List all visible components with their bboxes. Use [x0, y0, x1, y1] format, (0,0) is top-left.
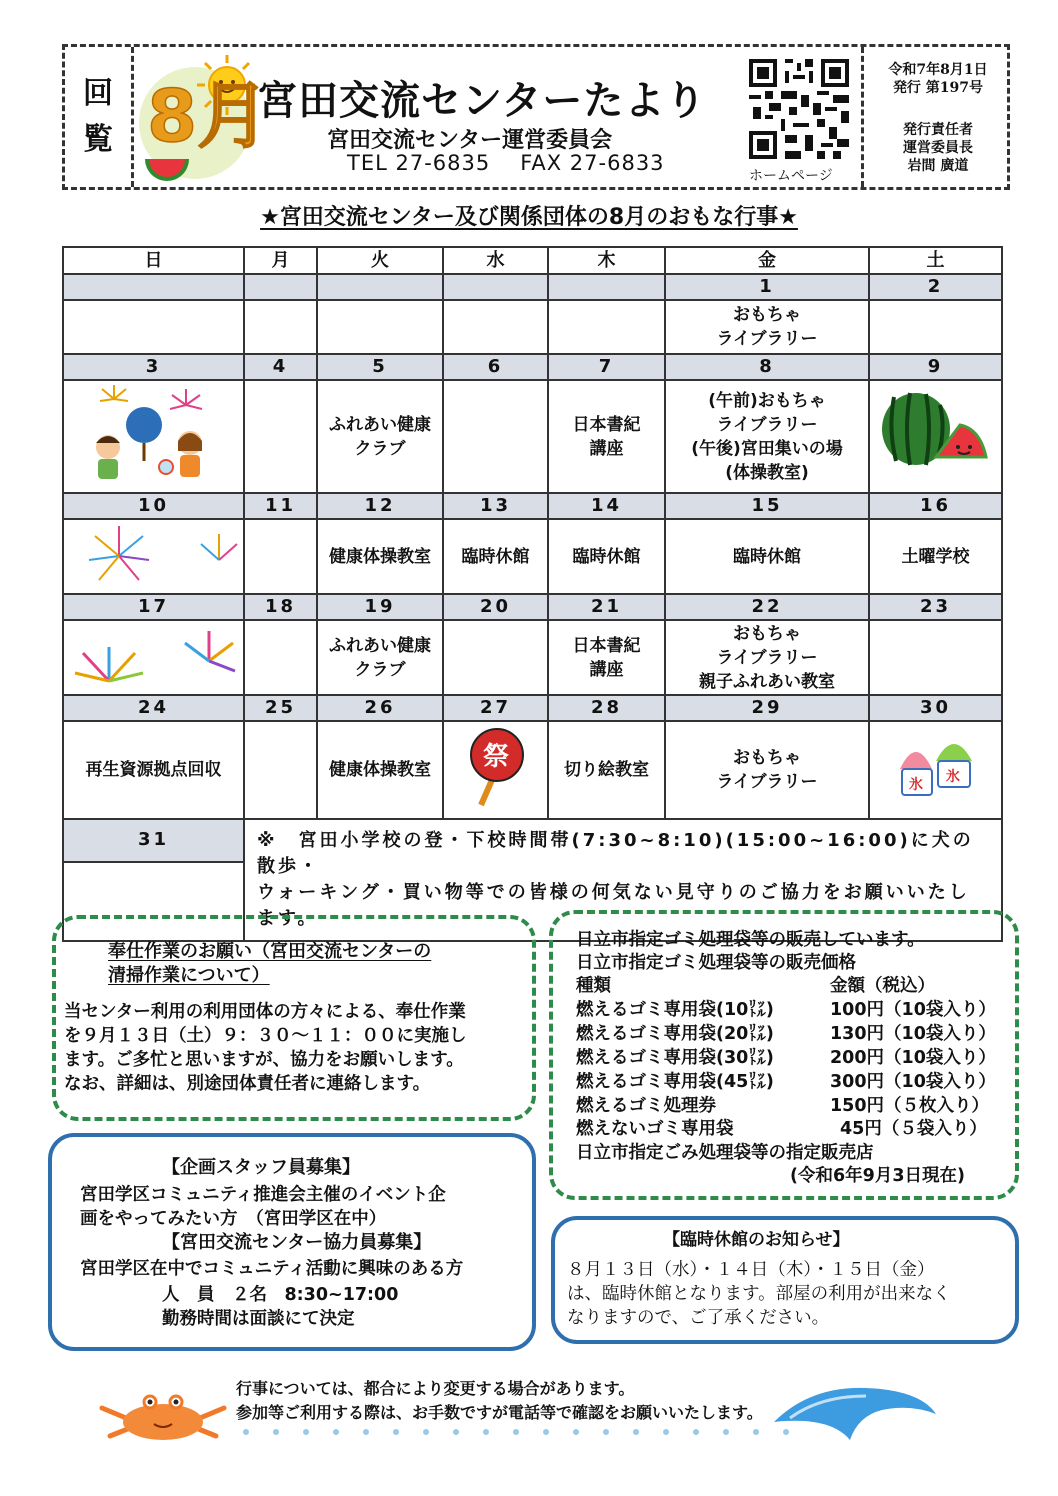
garbage-item-price: 45円（５袋入り） — [840, 1119, 987, 1139]
header-divider — [131, 47, 134, 187]
weekday-fri: 金 — [665, 247, 869, 274]
garbage-text: 日立市指定ゴミ処理袋等の販売しています。 — [576, 930, 925, 950]
garbage-item-name: 燃えるゴミ処理券 — [576, 1096, 716, 1116]
svg-text:8月: 8月 — [147, 74, 270, 158]
event-calendar — [62, 246, 1003, 942]
event-cell: 健康体操教室 — [317, 721, 443, 819]
svg-text:氷: 氷 — [908, 776, 923, 793]
event-cell: ふれあい健康 クラブ — [317, 380, 443, 493]
august-badge-icon — [137, 53, 270, 183]
event-cell: 再生資源拠点回収 — [63, 721, 244, 819]
publisher-name: 岩間 廣道 — [907, 158, 969, 174]
event-cell: 切り絵教室 — [548, 721, 665, 819]
event-cell — [63, 380, 244, 493]
header-box — [62, 44, 1010, 190]
garbage-store: 日立市指定ごみ処理袋等の指定販売店 — [576, 1143, 874, 1163]
contact-numbers — [347, 151, 665, 175]
qr-code-icon[interactable] — [745, 55, 853, 163]
service-text: を９月１３日（土）９：３０～１１：００に実施し — [64, 1026, 467, 1046]
closure-heading: 【臨時休館のお知らせ】 — [663, 1230, 850, 1250]
date-row: 31 ※ 宮田小学校の登・下校時間帯(7:30~8:10)(15:00~16:00)に犬の散歩・ ウォーキング・買い物等での皆様の何気ない見守りのご協力をお願いいたします。 — [63, 819, 1002, 862]
event-cell: おもちゃ ライブラリー 親子ふれあい教室 — [665, 620, 869, 695]
garbage-as-of: (令和6年9月3日現在) — [790, 1166, 966, 1186]
event-row — [63, 300, 1002, 354]
garbage-item-name: 燃えるゴミ専用袋(10㍑) — [576, 1000, 774, 1020]
weekday-thu: 木 — [548, 247, 665, 274]
event-cell: おもちゃ ライブラリー — [665, 721, 869, 819]
event-cell: 日本書紀 講座 — [548, 620, 665, 695]
footer-note: 参加等ご利用する際は、お手数ですが電話等で確認をお願いいたします。 — [236, 1403, 763, 1422]
event-cell: ふれあい健康 クラブ — [317, 620, 443, 695]
kairan-stamp: 回 覧 — [83, 76, 113, 157]
wave-icon — [770, 1382, 940, 1444]
homepage-label[interactable]: ホームページ — [749, 168, 833, 184]
safety-notice: ※ 宮田小学校の登・下校時間帯(7:30~8:10)(15:00~16:00)に犬の散歩・ ウォーキング・買い物等での皆様の何気ない見守りのご協力をお願いいたします。 — [244, 819, 1002, 941]
garbage-item-name: 燃えないゴミ専用袋 — [576, 1119, 734, 1139]
closure-text: ８月１３日（水）・１４日（木）・１５日（金） — [567, 1260, 935, 1280]
event-row — [63, 620, 1002, 695]
service-text: 当センター利用の利用団体の方々による、奉仕作業 — [64, 1002, 466, 1022]
garbage-item-price: 130円（10袋入り） — [830, 1024, 996, 1044]
service-heading: 清掃作業について） — [108, 965, 270, 986]
event-cell: (午前)おもちゃ ライブラリー (午後)宮田集いの場 (体操教室) — [665, 380, 869, 493]
recruit-heading: 【企画スタッフ員募集】 — [162, 1157, 360, 1178]
garbage-item-price: 150円（５枚入り） — [830, 1096, 990, 1116]
festival-fan-icon — [461, 725, 531, 809]
date-cell: 2 — [869, 274, 1002, 300]
weekday-header-row — [63, 247, 1002, 274]
event-row — [63, 519, 1002, 594]
header-divider — [861, 47, 864, 187]
footer-note: 行事については、都合により変更する場合があります。 — [236, 1379, 635, 1398]
date-row: 24 25 26 27 28 29 30 — [63, 695, 1002, 721]
fireworks-children-illustration-icon — [74, 381, 234, 485]
garbage-text: 日立市指定ゴミ処理袋等の販売価格 — [576, 953, 856, 973]
event-cell — [63, 620, 244, 695]
closure-text: なりますので、ご了承ください。 — [567, 1308, 830, 1328]
garbage-item-price: 100円（10袋入り） — [830, 1000, 996, 1020]
recruit-hours: 勤務時間は面談にて決定 — [162, 1309, 355, 1329]
committee-name: 宮田交流センター運営委員会 — [327, 128, 613, 153]
weekday-sun: 日 — [63, 247, 244, 274]
service-heading: 奉仕作業のお願い（宮田交流センターの — [108, 941, 432, 962]
events-subtitle: ★宮田交流センター及び関係団体の8月のおもな行事★ — [260, 205, 798, 230]
issue-info — [869, 61, 1007, 175]
event-cell: 土曜学校 — [869, 519, 1002, 594]
date-row: 10 11 12 13 14 15 16 — [63, 493, 1002, 519]
wave-dots-decoration — [236, 1426, 796, 1438]
event-cell: 臨時休館 — [548, 519, 665, 594]
crab-icon — [96, 1388, 230, 1444]
recruit-text: 宮田学区在中でコミュニティ活動に興味のある方 — [80, 1259, 464, 1279]
event-cell: 臨時休館 — [665, 519, 869, 594]
service-text: なお、詳細は、別途団体責任者に連絡します。 — [64, 1074, 431, 1094]
event-cell: 健康体操教室 — [317, 519, 443, 594]
fireworks-icon — [69, 520, 239, 586]
recruit-people: 人 員 ２名 8:30~17:00 — [162, 1285, 399, 1305]
garbage-item-name: 燃えるゴミ専用袋(30㍑) — [576, 1048, 774, 1068]
garbage-item-name: 燃えるゴミ専用袋(45㍑) — [576, 1072, 774, 1092]
closure-text: は、臨時休館となります。部屋の利用が出来なく — [567, 1284, 951, 1304]
garbage-col-price: 金額（税込） — [830, 976, 935, 996]
service-text: ます。ご多忙と思いますが、協力をお願いします。 — [64, 1050, 464, 1070]
svg-text:氷: 氷 — [945, 768, 960, 785]
weekday-sat: 土 — [869, 247, 1002, 274]
publisher-role: 運営委員長 — [903, 140, 973, 156]
watermelon-icon — [145, 159, 189, 181]
event-cell — [63, 519, 244, 594]
recruit-text: 画をやってみたい方 （宮田学区在中） — [80, 1209, 387, 1229]
event-cell — [869, 380, 1002, 493]
date-row: 3 4 5 6 7 8 9 — [63, 354, 1002, 380]
shaved-ice-icon — [886, 727, 986, 807]
weekday-wed: 水 — [443, 247, 548, 274]
date-row — [63, 274, 1002, 300]
recruit-text: 宮田学区コミュニティ推進会主催のイベント企 — [80, 1185, 446, 1205]
issue-number: 発行 第197号 — [892, 80, 984, 96]
weekday-tue: 火 — [317, 247, 443, 274]
event-cell: 日本書紀 講座 — [548, 380, 665, 493]
garbage-item-name: 燃えるゴミ専用袋(20㍑) — [576, 1024, 774, 1044]
publisher-title: 発行責任者 — [903, 122, 973, 138]
garbage-item-price: 200円（10袋入り） — [830, 1048, 996, 1068]
fax-number: FAX 27-6833 — [520, 151, 665, 175]
date-row: 17 18 19 20 21 22 23 — [63, 594, 1002, 620]
event-cell — [869, 721, 1002, 819]
event-cell: おもちゃ ライブラリー — [665, 300, 869, 354]
event-row — [63, 380, 1002, 493]
fireworks-icon — [69, 621, 239, 687]
watermelon-icon — [874, 385, 998, 481]
event-cell: 臨時休館 — [443, 519, 548, 594]
weekday-mon: 月 — [244, 247, 317, 274]
svg-text:祭: 祭 — [482, 741, 509, 772]
event-cell — [443, 721, 548, 819]
newsletter-title: 宮田交流センターたより — [257, 78, 707, 124]
event-row — [63, 721, 1002, 819]
date-cell: 1 — [665, 274, 869, 300]
garbage-col-type: 種類 — [576, 976, 611, 996]
issue-date: 令和7年8月1日 — [888, 62, 988, 78]
garbage-item-price: 300円（10袋入り） — [830, 1072, 996, 1092]
tel-number: TEL 27-6835 — [347, 151, 491, 175]
recruit-heading: 【宮田交流センター協力員募集】 — [162, 1232, 432, 1253]
